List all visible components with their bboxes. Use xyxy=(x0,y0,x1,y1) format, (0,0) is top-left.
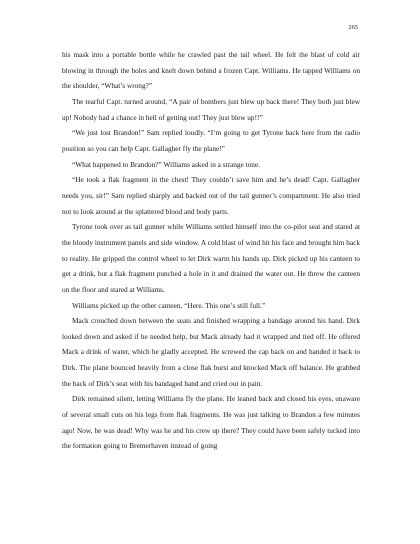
body-text xyxy=(62,47,360,454)
paragraph: Tyrone took over as tail gunner while Williams settled himself into the co-pilot seat and stared at the bloody instrument panels and side window. A cold blast of wind hit his face and brought him back to reality. He gripped the control wheel to let Dirk warm his hands up. Dirk picked up his canteen to get a drink, but a flak fragment punched a hole in it and drained the water out. He threw the canteen on the floor and stared at Williams. xyxy=(62,222,360,294)
paragraph: Mack crouched down between the seats and finished wrapping a bandage around his hand. Dirk looked down and asked if he needed help, but Mack already had it wrapped and tied off. He offered Mack a drink of water, which he gladly accepted. He screwed the cap back on and handed it back to Dirk. The plane bounced heavily from a close flak burst and knocked Mack off balance. He grabbed the back of Dirk’s seat with his bandaged hand and cried out in pain. xyxy=(62,316,360,388)
paragraph: “He took a flak fragment in the chest! They couldn’t save him and he’s dead! Capt. Gallagher needs you, sir!” Sam replied sharply and backed out of the tail gunner’s compartment. He also tried not to look around at the splattered blood and body parts. xyxy=(62,175,360,216)
paragraph: The tearful Capt. turned around, “A pair of bombers just blew up back there! They both just blew up! Nobody had a chance in hell of getting out! They just blew up!!” xyxy=(62,96,360,122)
page-number: 265 xyxy=(348,24,358,31)
paragraph: “We just lost Brandon!” Sam replied loudly. “I’m going to get Tyrone back here from the radio position so you can help Capt. Gallagher fly the plane!” xyxy=(62,128,360,153)
paragraph: Dirk remained silent, letting Williams fly the plane. He leaned back and closed his eyes, unaware of several small cuts on his legs from flak fragments. He was just talking to Brandon a few minutes ago! Now, he was dead! Why was he and his crew up there? They could have been safely tucked into the formation going to Bremerhaven instead of going xyxy=(62,394,360,451)
paragraph: Williams picked up the other canteen, “Here. This one’s still full.” xyxy=(72,300,266,310)
paragraph: his mask into a portable bottle while he crawled past the tail wheel. He felt the blast of cold air blowing in through the holes and knelt down behind a frozen Capt. Williams. He tapped Williams on the shoulder, “What’s wrong?” xyxy=(62,50,360,91)
paragraph: “What happened to Brandon?” Williams asked in a strange tone. xyxy=(72,159,261,169)
